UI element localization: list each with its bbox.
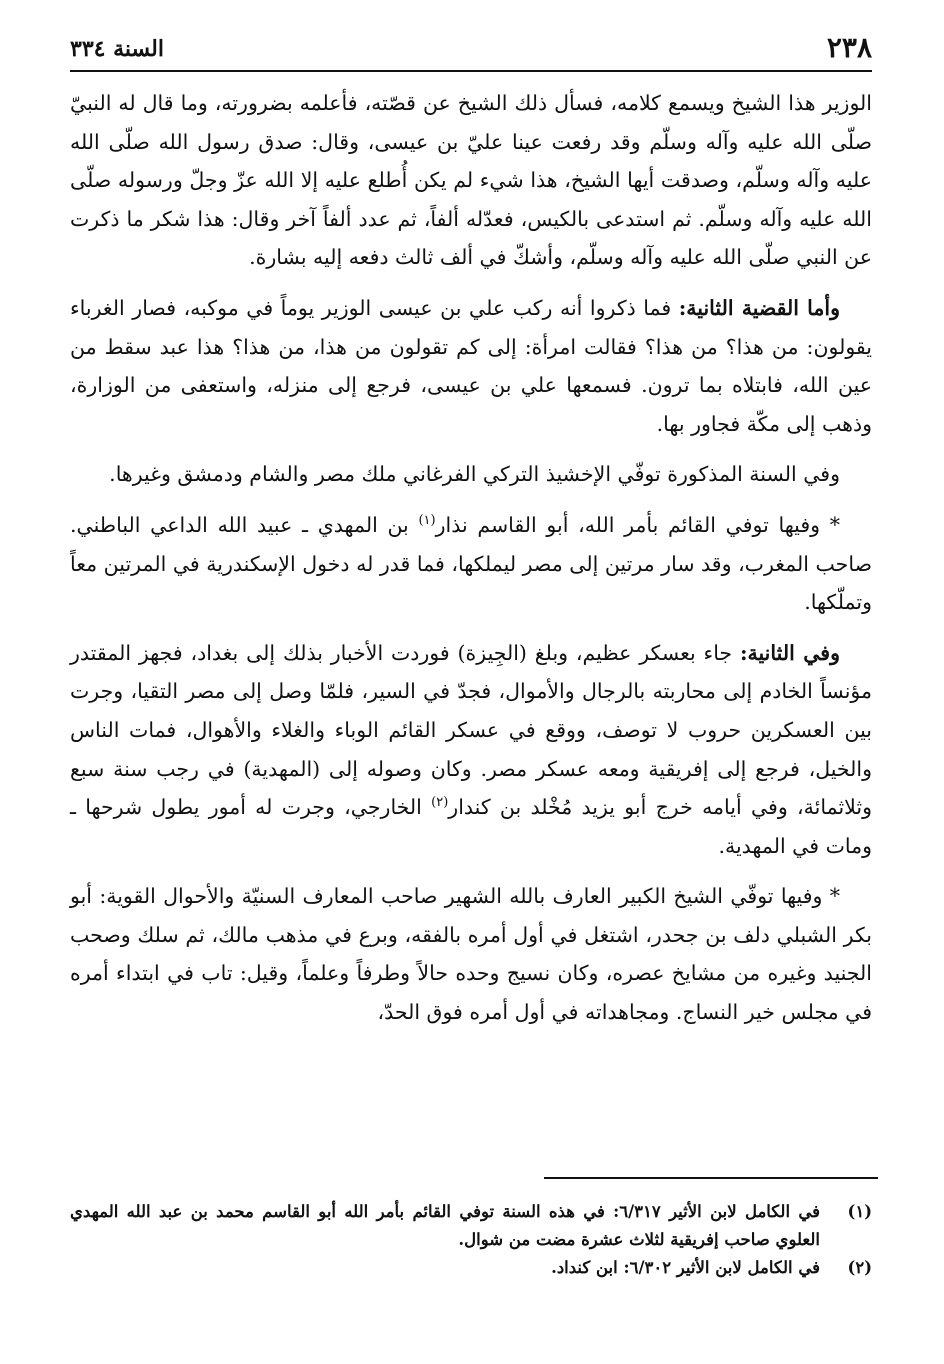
paragraph-text: الخارجي، وجرت له أمور يطول شرحها ـ ومات في المهدية. [70, 795, 872, 858]
page-number: ٢٣٨ [826, 31, 872, 64]
footnote-reference-2[interactable]: (٢) [431, 795, 449, 811]
footnote-divider [544, 1177, 878, 1179]
paragraph-2 [70, 289, 872, 443]
paragraph-lead: وأما القضية الثانية: [678, 295, 840, 320]
paragraph-1 [70, 84, 872, 277]
paragraph-text: * وفيها توفي القائم بأمر الله، أبو القاسم نذار [435, 512, 841, 537]
paragraph-text: وفي السنة المذكورة توفّي الإخشيذ التركي الفرغاني ملك مصر والشام ودمشق وغيرها. [109, 462, 840, 487]
paragraph-lead: وفي الثانية: [739, 640, 840, 665]
paragraph-text: بن المهدي ـ عبيد الله الداعي الباطني. صاحب المغرب، وقد سار مرتين إلى مصر ليملكها، فما قدر له دخول الإسكندرية في المرتين معاً وتملّكها. [70, 512, 872, 615]
paragraph-4 [70, 506, 872, 622]
paragraph-6 [70, 877, 872, 1031]
paragraph-3 [70, 455, 872, 494]
footnote-marker: (١) [847, 1202, 872, 1221]
footnote-text: في الكامل لابن الأثير ٦/٣١٧: في هذه السنة توفي القائم بأمر الله أبو القاسم محمد بن عبد الله المهدي العلوي صاحب إفريقية لثلاث عشرة مضت من شوال. [70, 1202, 820, 1249]
paragraph-text: * وفيها توفّي الشيخ الكبير العارف بالله الشهير صاحب المعارف السنيّة والأحوال القوية: أبو بكر الشبلي دلف بن جحدر، اشتغل في أول أمره بالفقه، وبرع في مذهب مالك، ثم سلك وصحب الجنيد وغيره من مشايخ عصره، وكان نسيج وحده حالاً وطرفاً وعلماً، وقيل: تاب في ابتداء أمره في مجلس خير النساج. ومجاهداته في أول أمره فوق الحدّ، [70, 884, 872, 1025]
footnote-reference-1[interactable]: (١) [418, 513, 436, 529]
paragraph-text: جاء بعسكر عظيم، وبلغ (الجِيزة) فوردت الأخبار بذلك إلى بغداد، فجهز المقتدر مؤنساً الخادم إلى محاربته بالرجال والأموال، فجدّ في السير، فلمّا وصل إلى مصر التقيا، وجرت بين العسكرين حروب لا توصف، ووقع في عسكر القائم الوباء والغلاء والأهوال، فمات الناس والخيل، فرجع إلى إفريقية ومعه عسكر مصر. وكان وصوله إلى (المهدية) في رجب سنة سبع وثلاثمائة، وفي أيامه خرج أبو يزيد مُخْلد بن كندار [70, 640, 872, 820]
footnote-marker: (٢) [847, 1258, 872, 1277]
footnotes [70, 1198, 872, 1282]
running-head: السنة ٣٣٤ [70, 36, 164, 62]
footnote-1 [70, 1198, 872, 1254]
footnote-text: في الكامل لابن الأثير ٦/٣٠٢: ابن كنداد. [551, 1258, 820, 1277]
paragraph-5 [70, 634, 872, 866]
main-text [70, 84, 872, 1044]
footnote-2 [70, 1254, 872, 1282]
page-header [70, 30, 872, 72]
paragraph-text: فما ذكروا أنه ركب علي بن عيسى الوزير يوماً في موكبه، فصار الغرباء يقولون: من هذا؟ من هذا؟ فقالت امرأة: إلى كم تقولون من هذا، من هذا؟ هذا عبد سقط من عين الله، فابتلاه بما ترون. فسمعها علي بن عيسى، فرجع إلى منزله، واستعفى من الوزارة، وذهب إلى مكّة فجاور بها. [70, 295, 872, 436]
paragraph-text: الوزير هذا الشيخ ويسمع كلامه، فسأل ذلك الشيخ عن قصّته، فأعلمه بضرورته، وما قال له النبيّ صلّى الله عليه وآله وسلّم وقد رفعت عينا عليّ بن عيسى، وقال: صدق رسول الله صلّى الله عليه وآله وسلّم، وصدقت أيها الشيخ، هذا شيء لم يكن أُطلع عليه إلا الله عزّ وجلّ ورسوله صلّى الله عليه وآله وسلّم. ثم استدعى بالكيس، فعدّله ألفاً، ثم عدد ألفاً آخر وقال: هذا شكر ما ذكرت عن النبي صلّى الله عليه وآله وسلّم، وأشكّ في ألف ثالث دفعه إليه بشارة. [70, 91, 872, 270]
